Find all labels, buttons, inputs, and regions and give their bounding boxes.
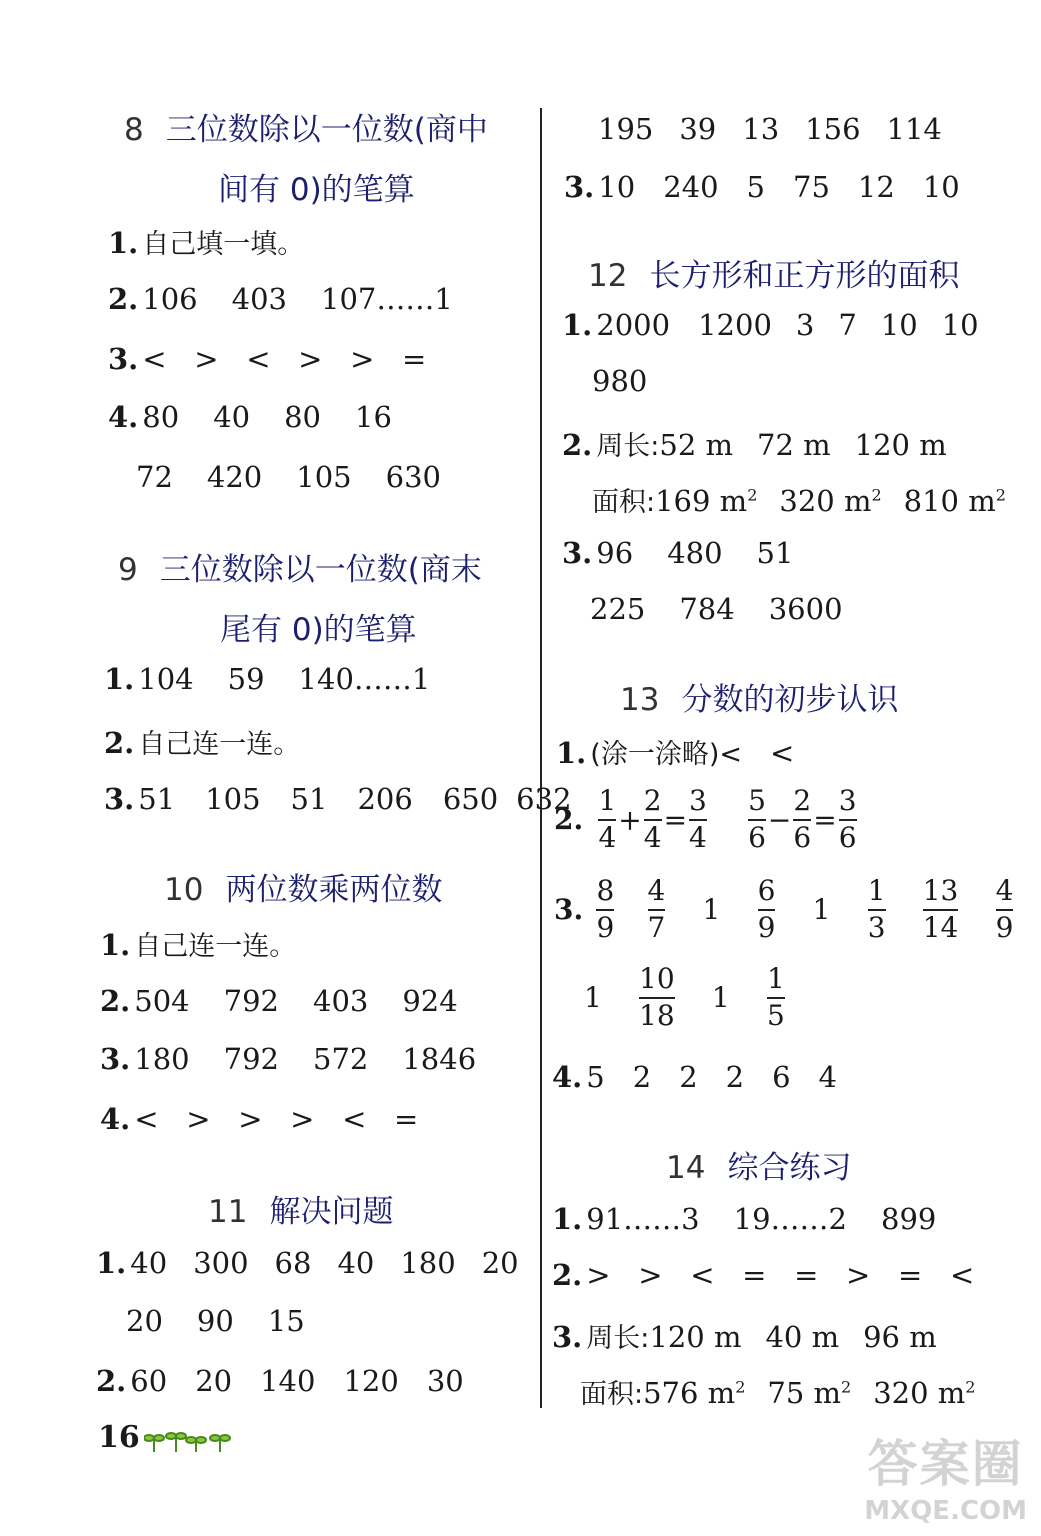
s12-item-2-area: 面积:169 $m^2$ 320 $m^2$ 810 $m^2$ bbox=[592, 484, 1006, 518]
section-8-title-cont: 间有 0)的笔算 bbox=[218, 172, 415, 208]
s9-item-3: 3. 51 105 51 206 650 632 bbox=[104, 782, 572, 816]
section-11-title: 11 解决问题 bbox=[208, 1194, 394, 1230]
fraction: $\frac{3}{6}$ bbox=[838, 784, 857, 854]
s10-item-3: 3. 180 792 572 1846 bbox=[100, 1042, 477, 1076]
fraction: $\frac{3}{4}$ bbox=[689, 784, 707, 854]
s11-item-1: 1. 40 300 68 40 180 20 bbox=[96, 1246, 519, 1280]
s12-item-3-cont: 225 784 3600 bbox=[590, 592, 843, 626]
page-number: 16 bbox=[98, 1420, 140, 1455]
s13-item-3-cont: 1 $\frac{10}{18}$ 1 $\frac{1}{5}$ bbox=[584, 962, 785, 1032]
fraction: $\frac{5}{6}$ bbox=[748, 784, 766, 854]
s11-item-2-cont: 195 39 13 156 114 bbox=[598, 112, 942, 146]
section-9-title: 9 三位数除以一位数(商末 bbox=[118, 552, 482, 588]
s13-item-4: 4. 5 2 2 2 6 4 bbox=[552, 1060, 837, 1094]
s8-item-3: 3. < > < > > = bbox=[108, 342, 427, 376]
fraction: $\frac{2}{4}$ bbox=[643, 784, 662, 854]
s10-item-1: 1. 自己连一连。 bbox=[100, 928, 297, 962]
fraction: $\frac{1}{5}$ bbox=[766, 962, 785, 1032]
fraction: $\frac{4}{9}$ bbox=[995, 874, 1014, 944]
section-14-title: 14 综合练习 bbox=[666, 1150, 852, 1186]
s14-item-3: 3. 周长:120 m 40 m 96 m bbox=[552, 1320, 937, 1354]
section-8-title: 8 三位数除以一位数(商中 bbox=[124, 112, 488, 148]
s8-item-4: 4. 80 40 80 16 bbox=[108, 400, 392, 434]
fraction: $\frac{13}{14}$ bbox=[922, 874, 959, 944]
s12-item-3: 3. 96 480 51 bbox=[562, 536, 794, 570]
column-divider bbox=[540, 108, 542, 1408]
watermark-logo: 答案圈 MXQE.COM bbox=[864, 1435, 1027, 1526]
s8-item-1: 1. 自己填一填。 bbox=[108, 226, 305, 260]
s12-item-1: 1. 2000 1200 3 7 10 10 bbox=[562, 308, 979, 342]
s8-item-4-cont: 72 420 105 630 bbox=[136, 460, 441, 494]
section-13-title: 13 分数的初步认识 bbox=[620, 682, 899, 718]
fraction: $\frac{1}{3}$ bbox=[867, 874, 886, 944]
s14-item-3-area: 面积:576 $m^2$ 75 $m^2$ 320 $m^2$ bbox=[580, 1376, 976, 1410]
s11-item-1-cont: 20 90 15 bbox=[126, 1304, 305, 1338]
section-12-title: 12 长方形和正方形的面积 bbox=[588, 258, 960, 294]
s9-item-2: 2. 自己连一连。 bbox=[104, 726, 301, 760]
fraction: $\frac{4}{7}$ bbox=[647, 874, 666, 944]
s11-item-2: 2. 60 20 140 120 30 bbox=[96, 1364, 464, 1398]
s12-item-1-cont: 980 bbox=[592, 364, 648, 398]
s10-item-2: 2. 504 792 403 924 bbox=[100, 984, 458, 1018]
section-10-title: 10 两位数乘两位数 bbox=[164, 872, 443, 908]
fraction: $\frac{2}{6}$ bbox=[793, 784, 812, 854]
s11-item-3: 3. 10 240 5 75 12 10 bbox=[564, 170, 960, 204]
s8-item-2: 2. 106 403 107……1 bbox=[108, 282, 453, 316]
fraction: $\frac{1}{4}$ bbox=[598, 784, 617, 854]
s14-item-1: 1. 91……3 19……2 899 bbox=[552, 1202, 937, 1236]
s13-item-1: 1. (涂一涂略)< < bbox=[556, 736, 795, 770]
s10-item-4: 4. < > > > < = bbox=[100, 1102, 419, 1136]
s13-item-3: 3. $\frac{8}{9}$ $\frac{4}{7}$ 1 $\frac{6}{9}$ 1 $\frac{1}{3}$ $\frac{13}{14}$ $\frac{4}{9}$ bbox=[554, 874, 1014, 944]
s13-item-2: 2. $\frac{1}{4}$ + $\frac{2}{4}$ = $\frac{3}{4}$ $\frac{5}{6}$ − $\frac{2}{6}$ = $\frac{3}{6}$ bbox=[554, 784, 857, 854]
s9-item-1: 1. 104 59 140……1 bbox=[104, 662, 431, 696]
sprout-decoration-icon bbox=[144, 1428, 234, 1454]
s14-item-2: 2. > > < = = > = < bbox=[552, 1258, 975, 1292]
s12-item-2: 2. 周长:52 m 72 m 120 m bbox=[562, 428, 947, 462]
fraction: $\frac{10}{18}$ bbox=[639, 962, 675, 1032]
section-9-title-cont: 尾有 0)的笔算 bbox=[220, 612, 417, 648]
fraction: $\frac{8}{9}$ bbox=[596, 874, 615, 944]
fraction: $\frac{6}{9}$ bbox=[757, 874, 776, 944]
